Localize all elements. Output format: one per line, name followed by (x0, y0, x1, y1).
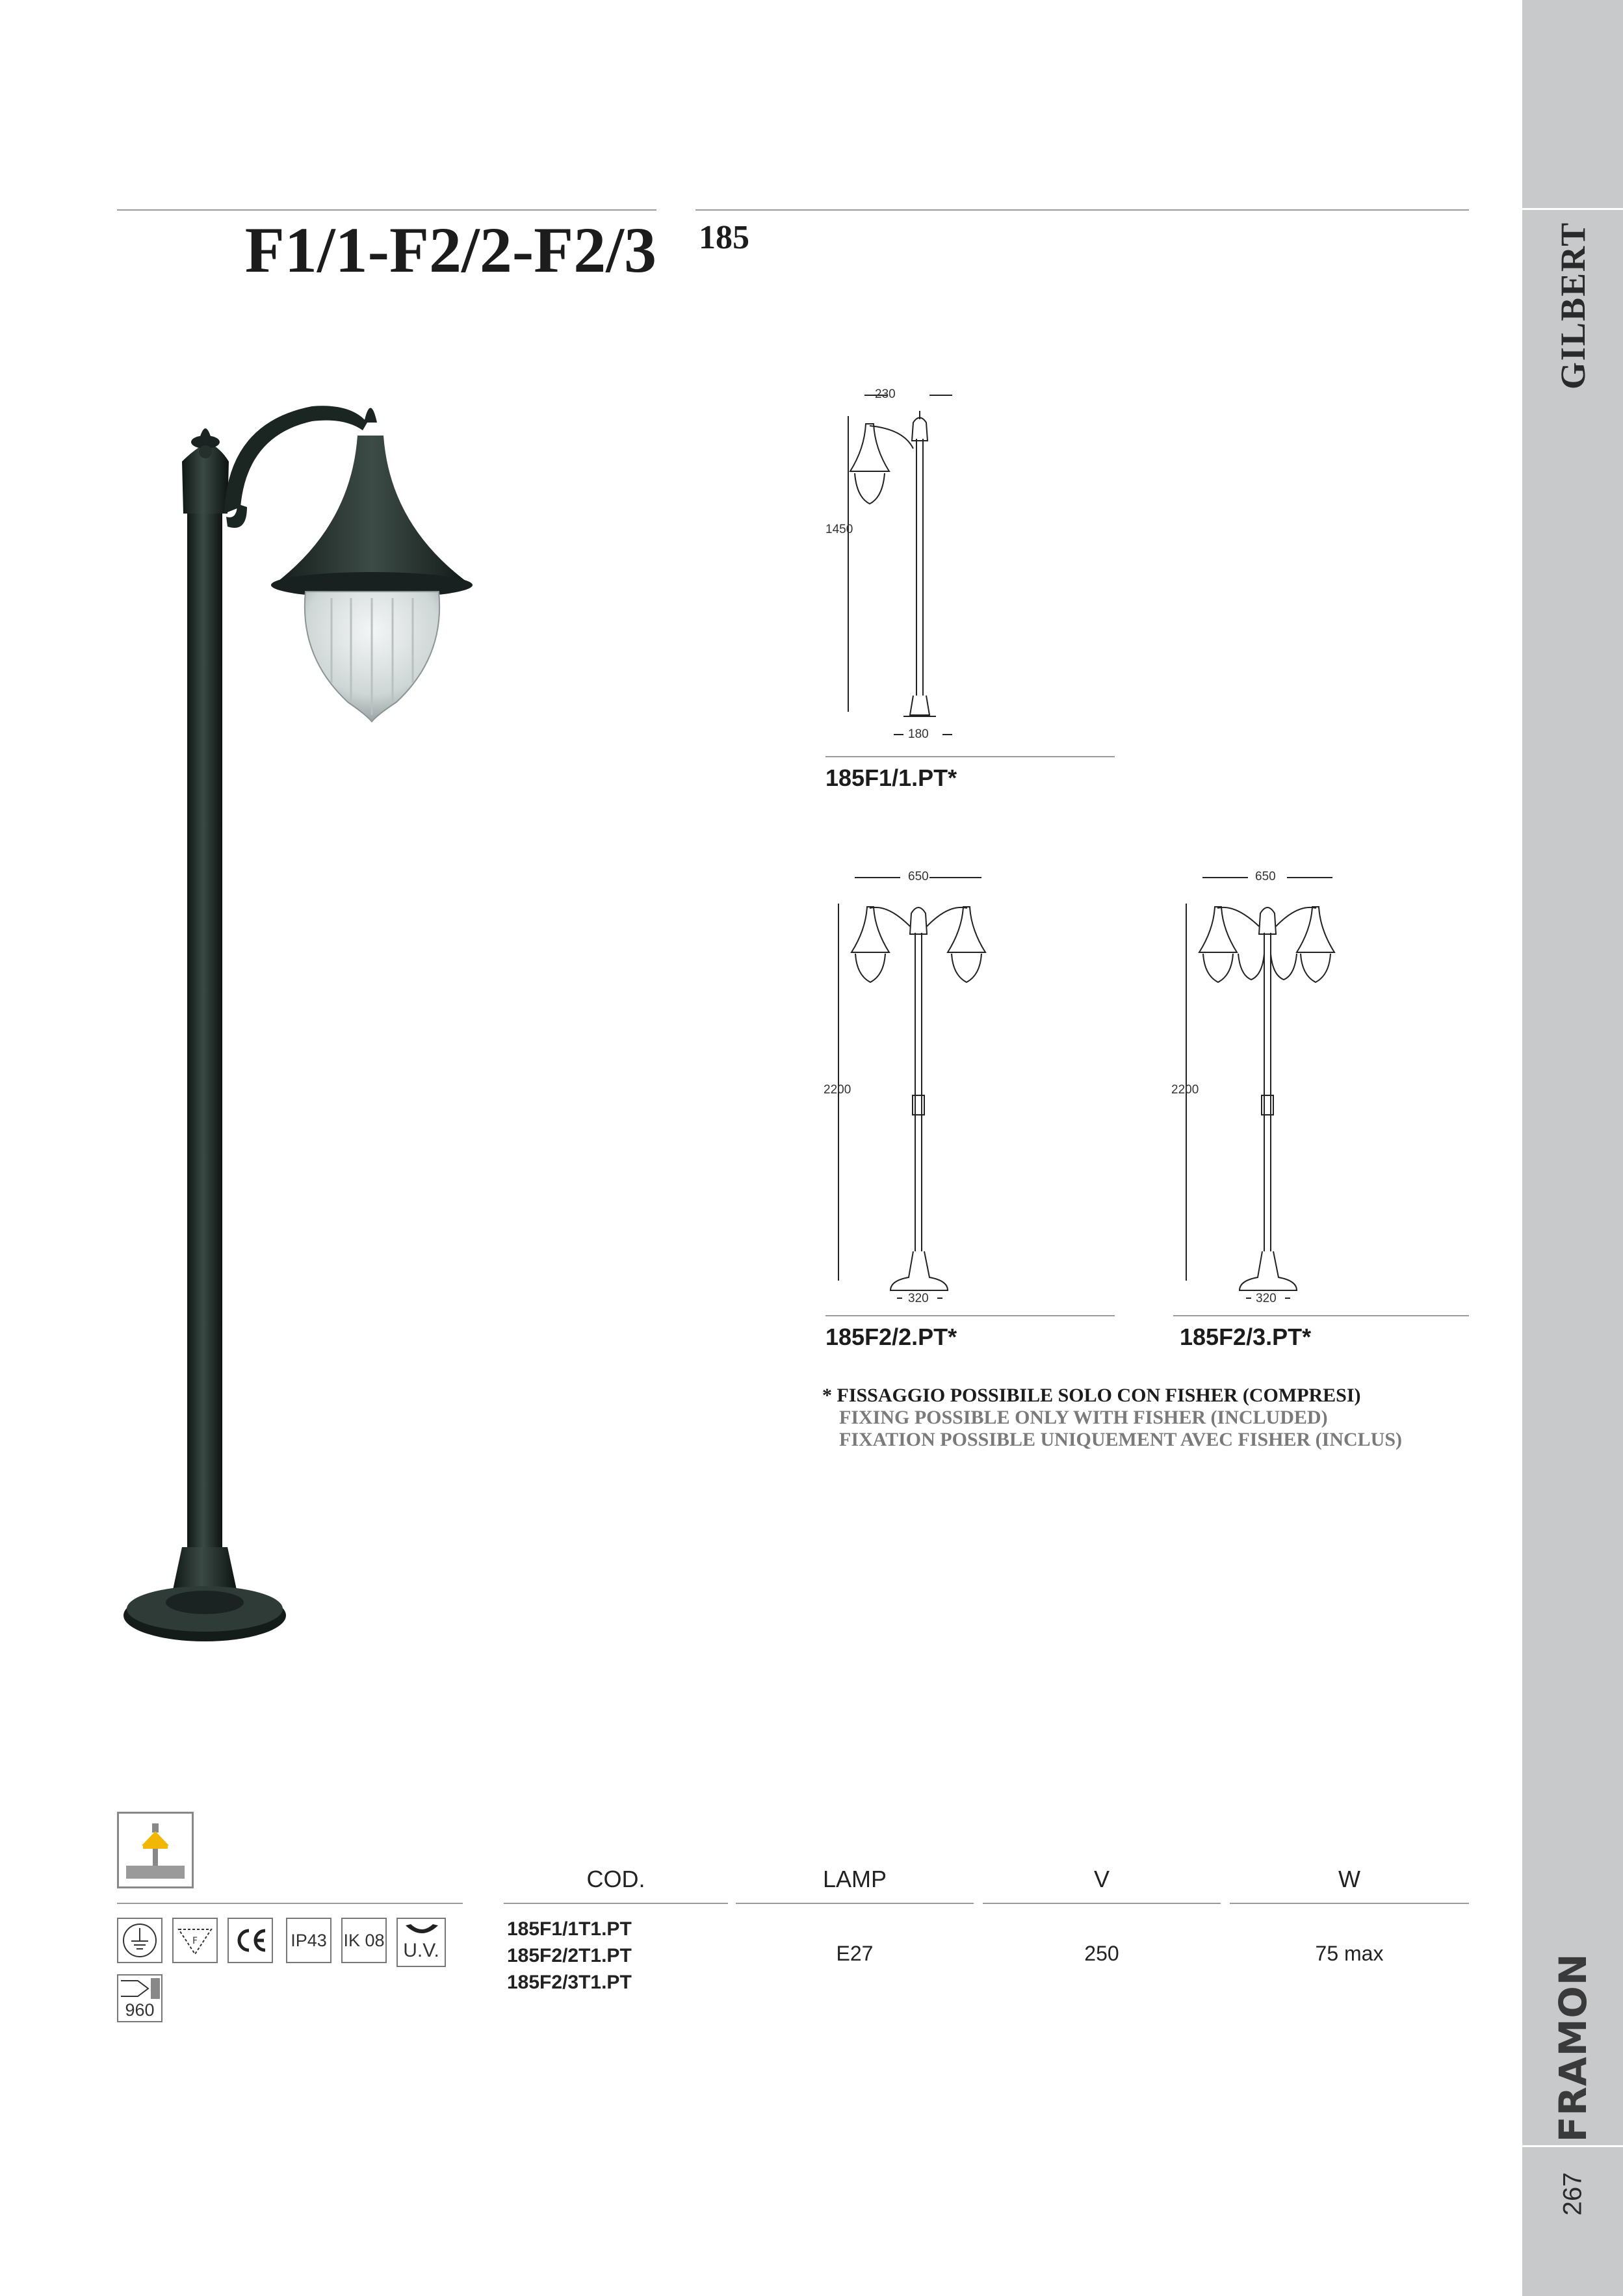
ip-rating-badge: IP43 (286, 1918, 331, 1963)
code-triple: 185F2/3.PT* (1180, 1324, 1312, 1350)
dim-height-single: 1450 (825, 523, 853, 536)
dim-width-single: 230 (875, 387, 896, 401)
col-header-voltage: V (1093, 1866, 1110, 1892)
dim-width-triple: 650 (1255, 870, 1276, 883)
col-header-lamp: LAMP (822, 1866, 887, 1892)
sidebar (1522, 0, 1623, 2296)
note-english: FIXING POSSIBLE ONLY WITH FISHER (INCLUDED) (839, 1407, 1328, 1428)
glow-wire-badge: 960 (117, 1974, 162, 2022)
col-rule-lamp (736, 1903, 974, 1904)
code-double: 185F2/2.PT* (825, 1324, 957, 1350)
dim-height-double: 2200 (824, 1083, 851, 1097)
sidebar-divider (1522, 2145, 1623, 2147)
dim-base-double: 320 (908, 1292, 929, 1305)
sidebar-top-band (1522, 0, 1623, 210)
ce-mark-icon (227, 1918, 273, 1963)
drawing-double-figure (825, 861, 1118, 1316)
series-number: 185 (699, 219, 749, 256)
title-rule (117, 209, 656, 211)
dim-base-triple: 320 (1256, 1292, 1277, 1305)
flammable-surface-icon (172, 1918, 218, 1963)
product-photo (117, 377, 494, 1710)
drawing-triple-figure (1173, 861, 1472, 1316)
icons-rule (117, 1903, 463, 1904)
code-row: 185F2/2T1.PT (507, 1945, 632, 1966)
col-rule-voltage (983, 1903, 1221, 1904)
note-italian: * FISSAGGIO POSSIBILE SOLO CON FISHER (COMPRESI) (822, 1385, 1361, 1406)
drawing-single-rule (825, 756, 1115, 757)
dim-width-double: 650 (908, 870, 929, 883)
series-rule (695, 209, 1469, 211)
col-header-watt: W (1338, 1866, 1360, 1892)
codes-cell (507, 1916, 632, 1996)
code-row: 185F1/1T1.PT (507, 1918, 632, 1940)
page-number: 267 (1558, 2172, 1587, 2216)
dim-height-triple: 2200 (1171, 1083, 1199, 1097)
earth-class-icon (117, 1918, 162, 1963)
col-header-code: COD. (586, 1866, 645, 1892)
drawing-double-rule (825, 1315, 1115, 1316)
voltage-cell: 250 (1084, 1942, 1119, 1965)
code-row: 185F2/3T1.PT (507, 1972, 632, 1993)
uv-resistant-badge: U.V. (396, 1918, 446, 1967)
lamp-cell: E27 (836, 1942, 874, 1965)
brand-logo: FRAMON (1550, 1953, 1595, 2143)
note-french: FIXATION POSSIBLE UNIQUEMENT AVEC FISHER (INCLUS) (839, 1429, 1403, 1450)
glow-wire-icon (118, 1976, 161, 2000)
floor-mount-icon (117, 1812, 194, 1888)
collection-name: GILBERT (1553, 221, 1592, 390)
code-single: 185F1/1.PT* (825, 764, 957, 791)
svg-text:F: F (192, 1936, 198, 1946)
drawing-single-figure (825, 384, 1118, 748)
page-title: F1/1-F2/2-F2/3 (244, 214, 656, 286)
sun-icon (403, 1922, 441, 1938)
fixing-note (822, 1385, 1402, 1451)
watt-cell: 75 max (1315, 1942, 1384, 1965)
drawing-triple-rule (1173, 1315, 1469, 1316)
dim-base-single: 180 (908, 727, 929, 741)
ik-rating-badge: IK 08 (341, 1918, 387, 1963)
col-rule-watt (1230, 1903, 1469, 1904)
col-rule-code (504, 1903, 728, 1904)
